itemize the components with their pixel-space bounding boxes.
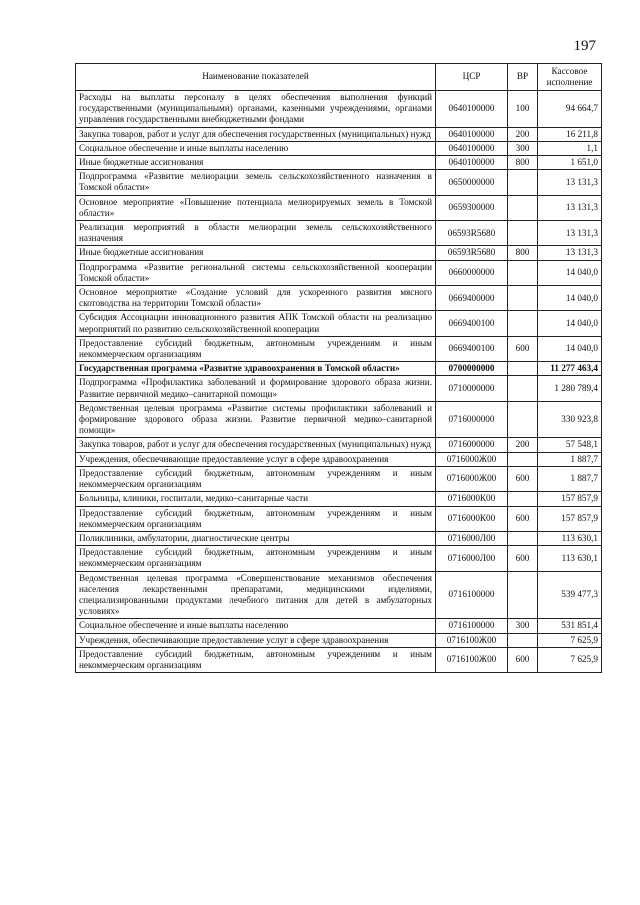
row-name-cell: Субсидия Ассоциации инновационного развития АПК Томской области на реализацию мероприятий по развитию сельскохозяйственной кооперации xyxy=(76,311,436,336)
row-code-cell: 0716000Ж00 xyxy=(436,452,508,466)
row-vr-cell xyxy=(508,531,538,545)
row-amount-cell: 13 131,3 xyxy=(538,221,602,246)
table-row xyxy=(76,571,602,619)
row-code-cell: 0640100000 xyxy=(436,156,508,170)
row-name-cell: Подпрограмма «Развитие региональной системы сельскохозяйственной кооперации Томской области» xyxy=(76,260,436,285)
row-amount-cell: 16 211,8 xyxy=(538,127,602,141)
row-vr-cell: 600 xyxy=(508,647,538,672)
table-row xyxy=(76,531,602,545)
table-row xyxy=(76,336,602,361)
row-code-cell: 0716000Л00 xyxy=(436,546,508,571)
row-amount-cell: 57 548,1 xyxy=(538,438,602,452)
table-row xyxy=(76,647,602,672)
row-name-cell: Поликлиники, амбулатории, диагностические центры xyxy=(76,531,436,545)
page-number: 197 xyxy=(573,38,596,54)
row-amount-cell: 539 477,3 xyxy=(538,571,602,619)
table-row xyxy=(76,466,602,491)
table-row xyxy=(76,492,602,506)
row-amount-cell: 11 277 463,4 xyxy=(538,362,602,376)
table-body xyxy=(76,91,602,673)
row-vr-cell xyxy=(508,286,538,311)
row-name-cell: Иные бюджетные ассигнования xyxy=(76,156,436,170)
table-row xyxy=(76,311,602,336)
row-amount-cell: 1 887,7 xyxy=(538,452,602,466)
row-code-cell: 06593R5680 xyxy=(436,221,508,246)
row-vr-cell xyxy=(508,221,538,246)
table-header-row xyxy=(76,64,602,91)
row-vr-cell: 300 xyxy=(508,141,538,155)
row-name-cell: Учреждения, обеспечивающие предоставление услуг в сфере здравоохранения xyxy=(76,633,436,647)
row-name-cell: Предоставление субсидий бюджетным, автономным учреждениям и иным некоммерческим организациям xyxy=(76,546,436,571)
row-code-cell: 0716000000 xyxy=(436,438,508,452)
table-row xyxy=(76,452,602,466)
header-code: ЦСР xyxy=(436,64,508,91)
row-vr-cell xyxy=(508,376,538,401)
table-row xyxy=(76,286,602,311)
row-name-cell: Предоставление субсидий бюджетным, автономным учреждениям и иным некоммерческим организациям xyxy=(76,336,436,361)
row-amount-cell: 113 630,1 xyxy=(538,531,602,545)
row-name-cell: Учреждения, обеспечивающие предоставление услуг в сфере здравоохранения xyxy=(76,452,436,466)
row-vr-cell: 600 xyxy=(508,546,538,571)
row-vr-cell xyxy=(508,452,538,466)
row-code-cell: 0716000Л00 xyxy=(436,531,508,545)
row-vr-cell: 300 xyxy=(508,619,538,633)
table-row xyxy=(76,633,602,647)
row-amount-cell: 7 625,9 xyxy=(538,647,602,672)
row-name-cell: Предоставление субсидий бюджетным, автономным учреждениям и иным некоммерческим организациям xyxy=(76,506,436,531)
row-code-cell: 06593R5680 xyxy=(436,246,508,260)
row-code-cell: 0716100Ж00 xyxy=(436,647,508,672)
table-row xyxy=(76,362,602,376)
table-row xyxy=(76,376,602,401)
table-row xyxy=(76,246,602,260)
row-vr-cell xyxy=(508,260,538,285)
row-code-cell: 0716100000 xyxy=(436,619,508,633)
row-code-cell: 0716100000 xyxy=(436,571,508,619)
table-row xyxy=(76,127,602,141)
row-code-cell: 0660000000 xyxy=(436,260,508,285)
row-code-cell: 0700000000 xyxy=(436,362,508,376)
row-amount-cell: 1 651,0 xyxy=(538,156,602,170)
row-vr-cell: 600 xyxy=(508,506,538,531)
table-row xyxy=(76,141,602,155)
row-vr-cell: 800 xyxy=(508,156,538,170)
row-code-cell: 0640100000 xyxy=(436,91,508,128)
row-amount-cell: 14 040,0 xyxy=(538,311,602,336)
row-vr-cell: 600 xyxy=(508,466,538,491)
row-code-cell: 0716000К00 xyxy=(436,492,508,506)
row-amount-cell: 13 131,3 xyxy=(538,246,602,260)
header-vr: ВР xyxy=(508,64,538,91)
table-row xyxy=(76,195,602,220)
row-amount-cell: 157 857,9 xyxy=(538,492,602,506)
row-name-cell: Основное мероприятие «Создание условий для ускоренного развития мясного скотоводства на территории Томской области» xyxy=(76,286,436,311)
row-vr-cell: 200 xyxy=(508,438,538,452)
row-name-cell: Основное мероприятие «Повышение потенциала мелиорируемых земель в Томской области» xyxy=(76,195,436,220)
table-row xyxy=(76,260,602,285)
row-vr-cell xyxy=(508,170,538,195)
row-vr-cell xyxy=(508,195,538,220)
row-vr-cell: 600 xyxy=(508,336,538,361)
table-row xyxy=(76,91,602,128)
row-code-cell: 0710000000 xyxy=(436,376,508,401)
row-name-cell: Предоставление субсидий бюджетным, автономным учреждениям и иным некоммерческим организациям xyxy=(76,466,436,491)
row-amount-cell: 1,1 xyxy=(538,141,602,155)
row-code-cell: 0650000000 xyxy=(436,170,508,195)
table-row xyxy=(76,438,602,452)
table-row xyxy=(76,619,602,633)
row-code-cell: 0669400000 xyxy=(436,286,508,311)
row-name-cell: Предоставление субсидий бюджетным, автономным учреждениям и иным некоммерческим организациям xyxy=(76,647,436,672)
row-code-cell: 0669400100 xyxy=(436,336,508,361)
row-name-cell: Социальное обеспечение и иные выплаты населению xyxy=(76,619,436,633)
row-code-cell: 0659300000 xyxy=(436,195,508,220)
row-name-cell: Социальное обеспечение и иные выплаты населению xyxy=(76,141,436,155)
table-row xyxy=(76,546,602,571)
row-amount-cell: 7 625,9 xyxy=(538,633,602,647)
row-name-cell: Закупка товаров, работ и услуг для обеспечения государственных (муниципальных) нужд xyxy=(76,127,436,141)
row-name-cell: Ведомственная целевая программа «Развитие системы профилактики заболеваний и формирование здорового образа жизни. Развитие первичной медико–санитарной помощи» xyxy=(76,401,436,438)
row-vr-cell xyxy=(508,362,538,376)
header-name: Наименование показателей xyxy=(76,64,436,91)
row-amount-cell: 1 280 789,4 xyxy=(538,376,602,401)
row-vr-cell xyxy=(508,311,538,336)
row-name-cell: Закупка товаров, работ и услуг для обеспечения государственных (муниципальных) нужд xyxy=(76,438,436,452)
row-amount-cell: 531 851,4 xyxy=(538,619,602,633)
row-vr-cell: 200 xyxy=(508,127,538,141)
row-code-cell: 0716000К00 xyxy=(436,506,508,531)
table-row xyxy=(76,506,602,531)
header-amount: Кассовое исполнение xyxy=(538,64,602,91)
row-vr-cell xyxy=(508,401,538,438)
row-name-cell: Ведомственная целевая программа «Совершенствование механизмов обеспечения населения лекарственными препаратами, медицинскими изделиями, специализированными продуктами лечебного питания для детей в амбулаторных условиях» xyxy=(76,571,436,619)
table-row xyxy=(76,401,602,438)
row-amount-cell: 13 131,3 xyxy=(538,170,602,195)
row-amount-cell: 157 857,9 xyxy=(538,506,602,531)
row-vr-cell xyxy=(508,571,538,619)
row-vr-cell: 800 xyxy=(508,246,538,260)
row-vr-cell xyxy=(508,492,538,506)
row-amount-cell: 94 664,7 xyxy=(538,91,602,128)
row-vr-cell xyxy=(508,633,538,647)
budget-table xyxy=(75,63,602,673)
row-name-cell: Больницы, клиники, госпитали, медико–санитарные части xyxy=(76,492,436,506)
row-name-cell: Расходы на выплаты персоналу в целях обеспечения выполнения функций государственными (муниципальными) органами, казенными учреждениями, органами управления государственными внебюджетными фондами xyxy=(76,91,436,128)
row-code-cell: 0716100Ж00 xyxy=(436,633,508,647)
row-name-cell: Государственная программа «Развитие здравоохранения в Томской области» xyxy=(76,362,436,376)
row-amount-cell: 14 040,0 xyxy=(538,336,602,361)
row-name-cell: Подпрограмма «Развитие мелиорации земель сельскохозяйственного назначения в Томской области» xyxy=(76,170,436,195)
table-row xyxy=(76,156,602,170)
row-code-cell: 0640100000 xyxy=(436,127,508,141)
row-name-cell: Подпрограмма «Профилактика заболеваний и формирование здорового образа жизни. Развитие первичной медико–санитарной помощи» xyxy=(76,376,436,401)
row-code-cell: 0716000000 xyxy=(436,401,508,438)
row-amount-cell: 13 131,3 xyxy=(538,195,602,220)
row-amount-cell: 14 040,0 xyxy=(538,286,602,311)
row-amount-cell: 1 887,7 xyxy=(538,466,602,491)
table-row xyxy=(76,170,602,195)
row-amount-cell: 14 040,0 xyxy=(538,260,602,285)
row-vr-cell: 100 xyxy=(508,91,538,128)
row-code-cell: 0716000Ж00 xyxy=(436,466,508,491)
row-code-cell: 0640100000 xyxy=(436,141,508,155)
table-row xyxy=(76,221,602,246)
row-code-cell: 0669400100 xyxy=(436,311,508,336)
row-name-cell: Иные бюджетные ассигнования xyxy=(76,246,436,260)
row-name-cell: Реализация мероприятий в области мелиорации земель сельскохозяйственного назначения xyxy=(76,221,436,246)
row-amount-cell: 113 630,1 xyxy=(538,546,602,571)
row-amount-cell: 330 923,8 xyxy=(538,401,602,438)
